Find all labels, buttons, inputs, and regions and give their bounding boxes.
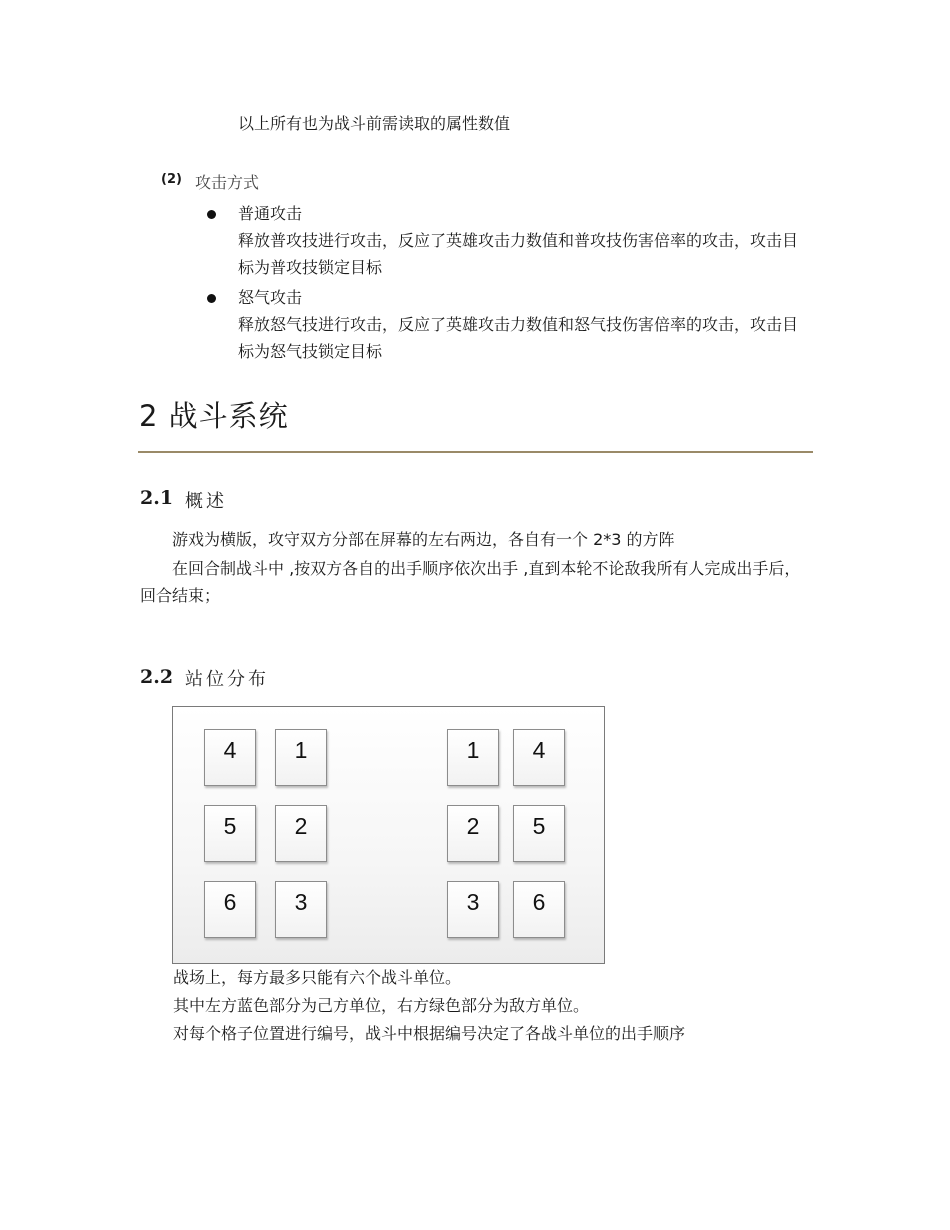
- formation-note: 战场上，每方最多只能有六个战斗单位。: [173, 968, 462, 987]
- formation-cell-right: 3: [447, 881, 499, 938]
- section-number: 2.1: [140, 487, 174, 509]
- section-number: 2.2: [140, 666, 174, 688]
- chapter-heading: 2 战斗系统: [139, 399, 289, 433]
- formation-cell-left: 5: [204, 805, 256, 862]
- section-title: 概述: [185, 491, 227, 512]
- section-title: 站位分布: [185, 669, 269, 690]
- formation-note: 其中左方蓝色部分为己方单位，右方绿色部分为敌方单位。: [173, 996, 590, 1015]
- chapter-divider: [138, 451, 813, 453]
- bullet-icon: [205, 292, 217, 304]
- formation-cell-left: 3: [275, 881, 327, 938]
- intro-line: 以上所有也为战斗前需读取的属性数值: [238, 114, 511, 133]
- subsection-title: 攻击方式: [195, 173, 260, 192]
- formation-cell-right: 4: [513, 729, 565, 786]
- overview-paragraph-text: 在回合制战斗中 ,按双方各自的出手顺序依次出手 ,直到本轮不论敌我所有人完成出手后，回合结束；: [140, 559, 801, 605]
- formation-cell-left: 2: [275, 805, 327, 862]
- attack-type-title: 怒气攻击: [238, 288, 303, 307]
- attack-type-title: 普通攻击: [238, 204, 303, 223]
- formation-cell-right: 1: [447, 729, 499, 786]
- overview-paragraph: [140, 526, 812, 553]
- formation-cell-right: 5: [513, 805, 565, 862]
- attack-type-description: 释放怒气技进行攻击，反应了英雄攻击力数值和怒气技伤害倍率的攻击，攻击目标为怒气技锁定目标: [238, 315, 799, 361]
- bullet-icon: [205, 208, 217, 220]
- formation-cell-left: 1: [275, 729, 327, 786]
- formation-cell-right: 6: [513, 881, 565, 938]
- formation-note: 对每个格子位置进行编号，战斗中根据编号决定了各战斗单位的出手顺序: [173, 1024, 686, 1043]
- overview-paragraph-text: 游戏为横版，攻守双方分部在屏幕的左右两边，各自有一个 2*3 的方阵: [172, 530, 675, 549]
- formation-cell-left: 6: [204, 881, 256, 938]
- subsection-number: (2): [161, 172, 182, 187]
- formation-cell-left: 4: [204, 729, 256, 786]
- overview-paragraph: [140, 555, 812, 609]
- formation-cell-right: 2: [447, 805, 499, 862]
- attack-type-description: 释放普攻技进行攻击，反应了英雄攻击力数值和普攻技伤害倍率的攻击，攻击目标为普攻技锁定目标: [238, 231, 799, 277]
- formation-diagram: [172, 706, 605, 964]
